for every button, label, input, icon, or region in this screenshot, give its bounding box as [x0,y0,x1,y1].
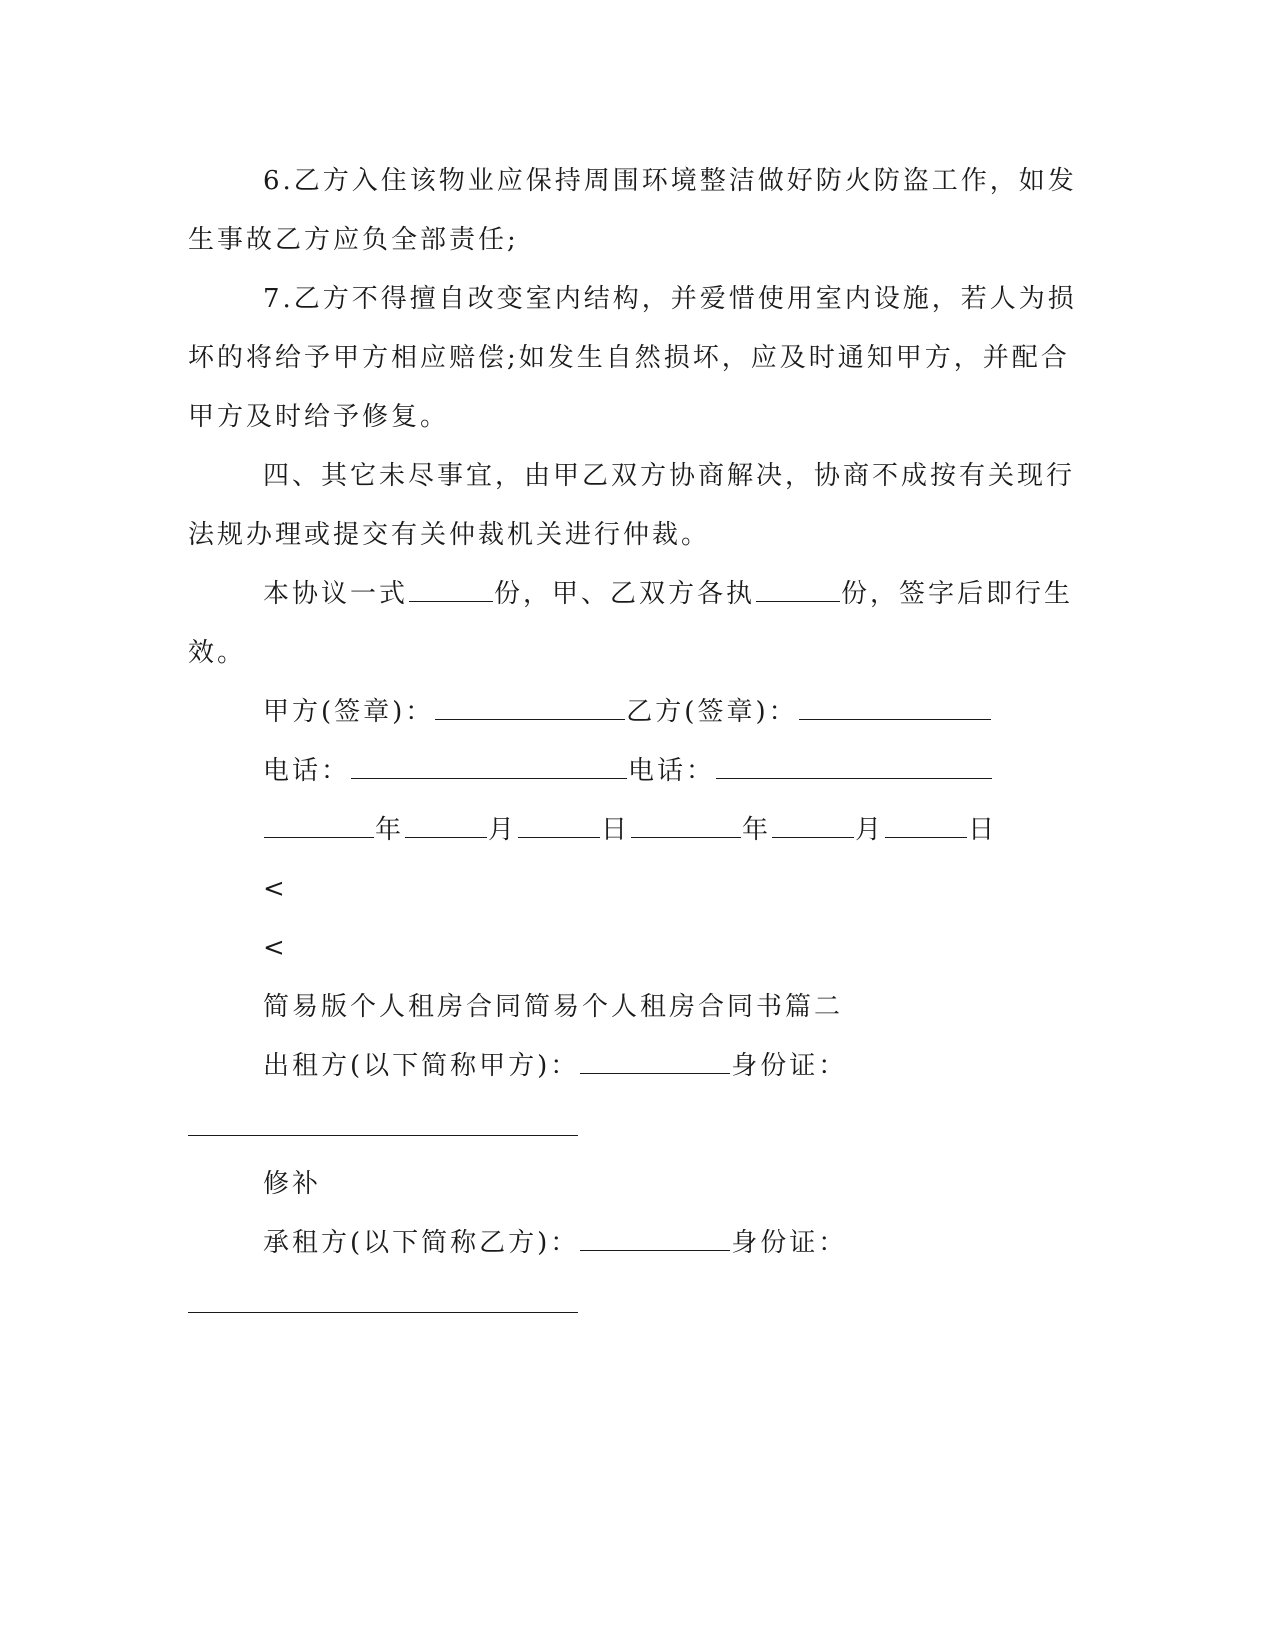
less-than-mark-1: < [263,874,288,904]
lessee-line [263,1225,847,1261]
clause-four-line-1: 四、其它未尽事宜，由甲乙双方协商解决，协商不成按有关现行 [263,461,1076,491]
lessee-label: 承租方(以下简称乙方)： [263,1228,580,1258]
party-b-sign-blank[interactable] [799,695,991,720]
less-than-mark-2: < [263,933,288,963]
party-a-phone-blank[interactable] [351,754,627,779]
party-a-sign-blank[interactable] [435,695,625,720]
party-b-sign-label: 乙方(签章)： [626,697,798,727]
party-b-year-blank[interactable] [631,813,741,838]
section-two-title: 简易版个人租房合同简易个人租房合同书篇二 [263,992,844,1022]
copies-text-b: 份，甲、乙双方各执 [494,579,756,609]
party-b-month-blank[interactable] [772,813,854,838]
copies-each-blank[interactable] [756,577,840,602]
party-a-year-blank[interactable] [264,813,374,838]
year-label-a: 年 [375,815,405,845]
copies-text-c: 份，签字后即行生 [841,579,1074,609]
lessor-line [263,1048,847,1084]
copies-line-2: 效。 [188,638,247,668]
paragraph-7-line-3: 甲方及时给予修复。 [188,402,450,432]
signature-line [263,694,992,730]
party-a-month-blank[interactable] [405,813,487,838]
copies-total-blank[interactable] [409,577,493,602]
paragraph-7-line-1: 7.乙方不得擅自改变室内结构，并爱惜使用室内设施，若人为损 [263,284,1077,314]
month-label-a: 月 [488,815,518,845]
lessee-name-blank[interactable] [580,1226,730,1251]
copies-line [263,576,1073,612]
lessor-name-blank[interactable] [580,1049,730,1074]
party-a-sign-label: 甲方(签章)： [263,697,435,727]
clause-four-line-2: 法规办理或提交有关仲裁机关进行仲裁。 [188,520,711,550]
paragraph-6-line-1: 6.乙方入住该物业应保持周围环境整洁做好防火防盗工作，如发 [263,166,1077,196]
lessor-id-label: 身份证： [731,1051,848,1081]
day-label-b: 日 [968,815,998,845]
copies-text-a: 本协议一式 [263,579,409,609]
lessee-id-label: 身份证： [731,1228,848,1258]
party-a-day-blank[interactable] [518,813,600,838]
lessor-label: 出租方(以下简称甲方)： [263,1051,580,1081]
repair-text: 修补 [263,1169,322,1199]
paragraph-6-line-2: 生事故乙方应负全部责任; [188,225,519,255]
date-line [263,812,997,848]
paragraph-7-line-2: 坏的将给予甲方相应赔偿;如发生自然损坏，应及时通知甲方，并配合 [188,343,1070,373]
lessee-id-blank[interactable] [188,1312,578,1313]
party-a-phone-label: 电话： [263,756,351,786]
party-b-day-blank[interactable] [885,813,967,838]
day-label-a: 日 [601,815,631,845]
year-label-b: 年 [742,815,772,845]
lessor-id-blank[interactable] [188,1135,578,1136]
party-b-phone-blank[interactable] [716,754,992,779]
phone-line [263,753,993,789]
month-label-b: 月 [855,815,885,845]
party-b-phone-label: 电话： [628,756,716,786]
